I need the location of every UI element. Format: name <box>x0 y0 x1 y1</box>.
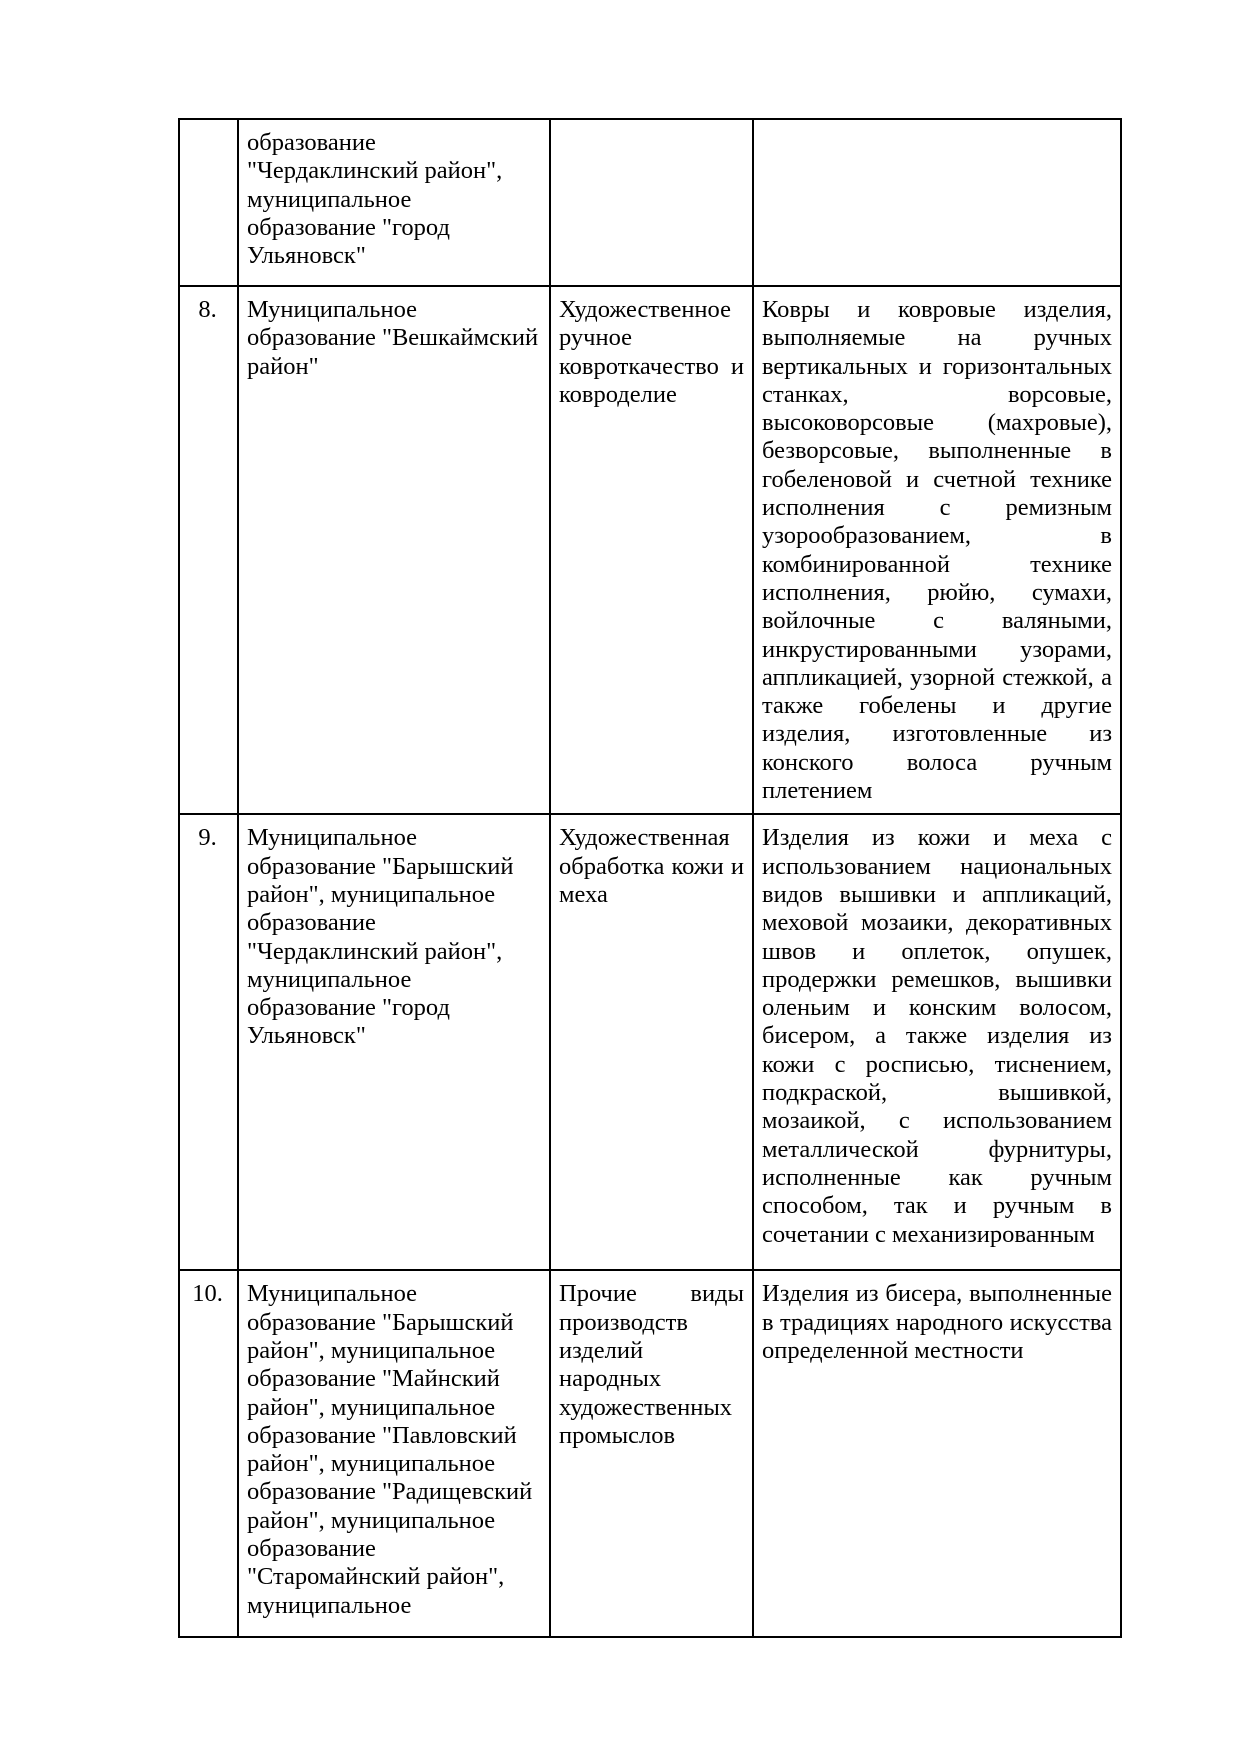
municipality-cell: Муниципальное образование "Барышский район", муниципальное образование "Майнский район", муниципальное образование "Павловский район", муниципальное образование "Радищевский район", муниципальное образование "Старомайнский район", муниципальное <box>238 1270 550 1637</box>
craft-type-cell <box>550 119 753 286</box>
craft-type-cell: Прочие виды производств изделий народных художественных промыслов <box>550 1270 753 1637</box>
table-row-continuation <box>179 119 1121 286</box>
table-row-9 <box>179 814 1121 1270</box>
products-description-cell: Ковры и ковровые изделия, выполняемые на ручных вертикальных и горизонтальных станках, ворсовые, высоковорсовые (махровые), безворсовые, выполненные в гобеленовой и счетной технике исполнения с ремизным узорообразованием, в комбинированной технике исполнения, рюйю, сумахи, войлочные с валяными, инкрустированными узорами, аппликацией, узорной стежкой, а также гобелены и другие изделия, изготовленные из конского волоса ручным плетением <box>753 286 1121 814</box>
craft-type-cell: Художественная обработка кожи и меха <box>550 814 753 1270</box>
products-description-cell <box>753 119 1121 286</box>
row-number-cell: 8. <box>179 286 238 814</box>
row-number-cell: 10. <box>179 1270 238 1637</box>
table-row-10 <box>179 1270 1121 1637</box>
municipality-cell: Муниципальное образование "Барышский район", муниципальное образование "Чердаклинский район", муниципальное образование "город Ульяновск" <box>238 814 550 1270</box>
crafts-municipalities-table <box>178 118 1122 1638</box>
municipality-cell: Муниципальное образование "Вешкаймский район" <box>238 286 550 814</box>
municipality-cell: образование "Чердаклинский район", муниципальное образование "город Ульяновск" <box>238 119 550 286</box>
row-number-cell <box>179 119 238 286</box>
products-description-cell: Изделия из бисера, выполненные в традициях народного искусства определенной местности <box>753 1270 1121 1637</box>
table-row-8 <box>179 286 1121 814</box>
craft-type-cell: Художественное ручное ковроткачество и ковроделие <box>550 286 753 814</box>
products-description-cell: Изделия из кожи и меха с использованием национальных видов вышивки и аппликаций, меховой мозаики, декоративных швов и оплеток, опушек, продержки ремешков, вышивки оленьим и конским волосом, бисером, а также изделия из кожи с росписью, тиснением, подкраской, вышивкой, мозаикой, с использованием металлической фурнитуры, исполненные как ручным способом, так и ручным в сочетании с механизированным <box>753 814 1121 1270</box>
row-number-cell: 9. <box>179 814 238 1270</box>
